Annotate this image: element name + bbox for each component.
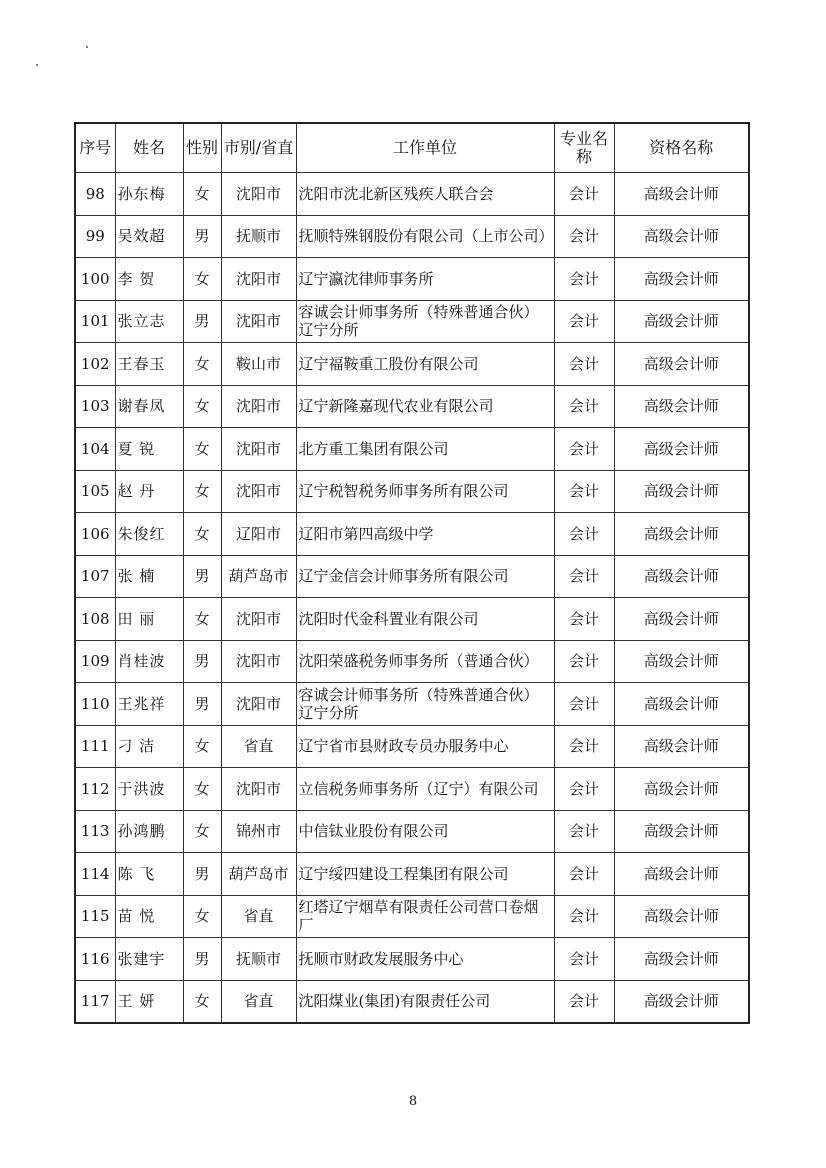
cell-city: 鞍山市 <box>221 343 296 386</box>
cell-name: 王兆祥 <box>115 683 183 726</box>
cell-no: 104 <box>75 428 115 471</box>
table-row <box>75 895 749 938</box>
cell-name: 朱俊红 <box>115 513 183 556</box>
cell-no: 98 <box>75 173 115 216</box>
cell-no: 103 <box>75 385 115 428</box>
cell-unit: 辽宁瀛沈律师事务所 <box>296 258 554 301</box>
cell-no: 105 <box>75 470 115 513</box>
cell-qualification: 高级会计师 <box>614 768 749 811</box>
cell-major: 会计 <box>554 258 614 301</box>
cell-major: 会计 <box>554 555 614 598</box>
cell-city: 沈阳市 <box>221 300 296 343</box>
cell-no: 117 <box>75 980 115 1023</box>
cell-unit: 容诚会计师事务所（特殊普通合伙）辽宁分所 <box>296 300 554 343</box>
table-row <box>75 428 749 471</box>
table-row <box>75 683 749 726</box>
cell-no: 116 <box>75 938 115 981</box>
cell-city: 沈阳市 <box>221 598 296 641</box>
cell-qualification: 高级会计师 <box>614 895 749 938</box>
qualification-list-table <box>74 122 750 1024</box>
cell-gender: 女 <box>183 980 221 1023</box>
table-row <box>75 215 749 258</box>
cell-no: 110 <box>75 683 115 726</box>
header-major: 专业名称 <box>554 123 614 173</box>
cell-major: 会计 <box>554 513 614 556</box>
cell-unit: 抚顺特殊钢股份有限公司（上市公司） <box>296 215 554 258</box>
table-row <box>75 640 749 683</box>
cell-no: 106 <box>75 513 115 556</box>
cell-major: 会计 <box>554 300 614 343</box>
cell-qualification: 高级会计师 <box>614 428 749 471</box>
cell-major: 会计 <box>554 385 614 428</box>
cell-no: 113 <box>75 810 115 853</box>
cell-major: 会计 <box>554 853 614 896</box>
cell-qualification: 高级会计师 <box>614 725 749 768</box>
cell-no: 99 <box>75 215 115 258</box>
header-name: 姓名 <box>115 123 183 173</box>
cell-major: 会计 <box>554 173 614 216</box>
cell-unit: 辽宁新隆嘉现代农业有限公司 <box>296 385 554 428</box>
cell-gender: 男 <box>183 938 221 981</box>
cell-name: 陈 飞 <box>115 853 183 896</box>
cell-major: 会计 <box>554 810 614 853</box>
cell-no: 114 <box>75 853 115 896</box>
header-gender: 性别 <box>183 123 221 173</box>
cell-city: 省直 <box>221 895 296 938</box>
table-row <box>75 300 749 343</box>
cell-major: 会计 <box>554 343 614 386</box>
cell-city: 沈阳市 <box>221 428 296 471</box>
cell-unit: 红塔辽宁烟草有限责任公司营口卷烟厂 <box>296 895 554 938</box>
cell-unit: 容诚会计师事务所（特殊普通合伙）辽宁分所 <box>296 683 554 726</box>
cell-city: 葫芦岛市 <box>221 853 296 896</box>
cell-name: 张立志 <box>115 300 183 343</box>
cell-city: 沈阳市 <box>221 385 296 428</box>
table-row <box>75 258 749 301</box>
cell-unit: 北方重工集团有限公司 <box>296 428 554 471</box>
cell-name: 刁 洁 <box>115 725 183 768</box>
cell-major: 会计 <box>554 470 614 513</box>
page-number: 8 <box>408 1094 418 1109</box>
cell-unit: 沈阳时代金科置业有限公司 <box>296 598 554 641</box>
table-header-row <box>75 123 749 173</box>
cell-no: 112 <box>75 768 115 811</box>
cell-qualification: 高级会计师 <box>614 810 749 853</box>
cell-gender: 女 <box>183 598 221 641</box>
cell-qualification: 高级会计师 <box>614 640 749 683</box>
cell-major: 会计 <box>554 428 614 471</box>
cell-gender: 女 <box>183 343 221 386</box>
cell-city: 抚顺市 <box>221 938 296 981</box>
cell-unit: 辽宁税智税务师事务所有限公司 <box>296 470 554 513</box>
table-row <box>75 768 749 811</box>
cell-gender: 女 <box>183 513 221 556</box>
cell-city: 葫芦岛市 <box>221 555 296 598</box>
cell-qualification: 高级会计师 <box>614 513 749 556</box>
cell-qualification: 高级会计师 <box>614 173 749 216</box>
cell-name: 夏 锐 <box>115 428 183 471</box>
cell-qualification: 高级会计师 <box>614 598 749 641</box>
cell-name: 张 楠 <box>115 555 183 598</box>
cell-qualification: 高级会计师 <box>614 853 749 896</box>
cell-unit: 辽宁省市县财政专员办服务中心 <box>296 725 554 768</box>
cell-unit: 立信税务师事务所（辽宁）有限公司 <box>296 768 554 811</box>
cell-major: 会计 <box>554 598 614 641</box>
cell-city: 沈阳市 <box>221 768 296 811</box>
table-row <box>75 725 749 768</box>
table-row <box>75 598 749 641</box>
cell-city: 沈阳市 <box>221 683 296 726</box>
cell-city: 抚顺市 <box>221 215 296 258</box>
table-row <box>75 980 749 1023</box>
scan-speck <box>86 46 88 48</box>
cell-name: 肖桂波 <box>115 640 183 683</box>
cell-gender: 男 <box>183 640 221 683</box>
cell-qualification: 高级会计师 <box>614 300 749 343</box>
cell-major: 会计 <box>554 938 614 981</box>
cell-city: 省直 <box>221 980 296 1023</box>
cell-gender: 女 <box>183 428 221 471</box>
cell-unit: 中信钛业股份有限公司 <box>296 810 554 853</box>
cell-gender: 男 <box>183 853 221 896</box>
cell-name: 李 贺 <box>115 258 183 301</box>
cell-qualification: 高级会计师 <box>614 215 749 258</box>
cell-name: 王 妍 <box>115 980 183 1023</box>
cell-gender: 男 <box>183 555 221 598</box>
cell-qualification: 高级会计师 <box>614 683 749 726</box>
cell-major: 会计 <box>554 683 614 726</box>
table-row <box>75 173 749 216</box>
cell-city: 沈阳市 <box>221 470 296 513</box>
cell-city: 沈阳市 <box>221 173 296 216</box>
cell-no: 115 <box>75 895 115 938</box>
cell-no: 108 <box>75 598 115 641</box>
cell-name: 苗 悦 <box>115 895 183 938</box>
table-body <box>75 173 749 1023</box>
cell-unit: 辽宁福鞍重工股份有限公司 <box>296 343 554 386</box>
cell-gender: 女 <box>183 258 221 301</box>
cell-no: 101 <box>75 300 115 343</box>
table-row <box>75 938 749 981</box>
header-unit: 工作单位 <box>296 123 554 173</box>
cell-major: 会计 <box>554 768 614 811</box>
cell-gender: 女 <box>183 725 221 768</box>
header-city: 市别/省直 <box>221 123 296 173</box>
cell-gender: 女 <box>183 810 221 853</box>
cell-gender: 男 <box>183 683 221 726</box>
table-row <box>75 810 749 853</box>
cell-name: 吴效超 <box>115 215 183 258</box>
scan-speck <box>36 64 38 66</box>
cell-gender: 女 <box>183 768 221 811</box>
cell-major: 会计 <box>554 725 614 768</box>
cell-major: 会计 <box>554 980 614 1023</box>
cell-no: 109 <box>75 640 115 683</box>
cell-city: 省直 <box>221 725 296 768</box>
cell-name: 孙鸿鹏 <box>115 810 183 853</box>
cell-major: 会计 <box>554 215 614 258</box>
cell-qualification: 高级会计师 <box>614 555 749 598</box>
cell-qualification: 高级会计师 <box>614 938 749 981</box>
cell-name: 谢春凤 <box>115 385 183 428</box>
header-qualification: 资格名称 <box>614 123 749 173</box>
cell-unit: 抚顺市财政发展服务中心 <box>296 938 554 981</box>
cell-unit: 辽阳市第四高级中学 <box>296 513 554 556</box>
cell-unit: 辽宁金信会计师事务所有限公司 <box>296 555 554 598</box>
cell-qualification: 高级会计师 <box>614 343 749 386</box>
cell-no: 100 <box>75 258 115 301</box>
cell-gender: 男 <box>183 215 221 258</box>
cell-city: 辽阳市 <box>221 513 296 556</box>
cell-gender: 女 <box>183 173 221 216</box>
cell-name: 张建宇 <box>115 938 183 981</box>
cell-major: 会计 <box>554 895 614 938</box>
cell-name: 田 丽 <box>115 598 183 641</box>
header-no: 序号 <box>75 123 115 173</box>
cell-name: 于洪波 <box>115 768 183 811</box>
table-row <box>75 470 749 513</box>
cell-unit: 沈阳煤业(集团)有限责任公司 <box>296 980 554 1023</box>
table-row <box>75 513 749 556</box>
cell-qualification: 高级会计师 <box>614 258 749 301</box>
cell-city: 沈阳市 <box>221 258 296 301</box>
cell-major: 会计 <box>554 640 614 683</box>
cell-gender: 男 <box>183 300 221 343</box>
cell-qualification: 高级会计师 <box>614 980 749 1023</box>
cell-gender: 女 <box>183 470 221 513</box>
cell-name: 赵 丹 <box>115 470 183 513</box>
cell-unit: 辽宁绥四建设工程集团有限公司 <box>296 853 554 896</box>
cell-qualification: 高级会计师 <box>614 470 749 513</box>
cell-no: 107 <box>75 555 115 598</box>
cell-city: 锦州市 <box>221 810 296 853</box>
cell-no: 102 <box>75 343 115 386</box>
table-row <box>75 343 749 386</box>
table-row <box>75 385 749 428</box>
cell-name: 王春玉 <box>115 343 183 386</box>
cell-city: 沈阳市 <box>221 640 296 683</box>
cell-name: 孙东梅 <box>115 173 183 216</box>
cell-gender: 女 <box>183 385 221 428</box>
cell-qualification: 高级会计师 <box>614 385 749 428</box>
cell-gender: 女 <box>183 895 221 938</box>
table-row <box>75 555 749 598</box>
cell-unit: 沈阳荣盛税务师事务所（普通合伙） <box>296 640 554 683</box>
table-row <box>75 853 749 896</box>
cell-no: 111 <box>75 725 115 768</box>
cell-unit: 沈阳市沈北新区残疾人联合会 <box>296 173 554 216</box>
